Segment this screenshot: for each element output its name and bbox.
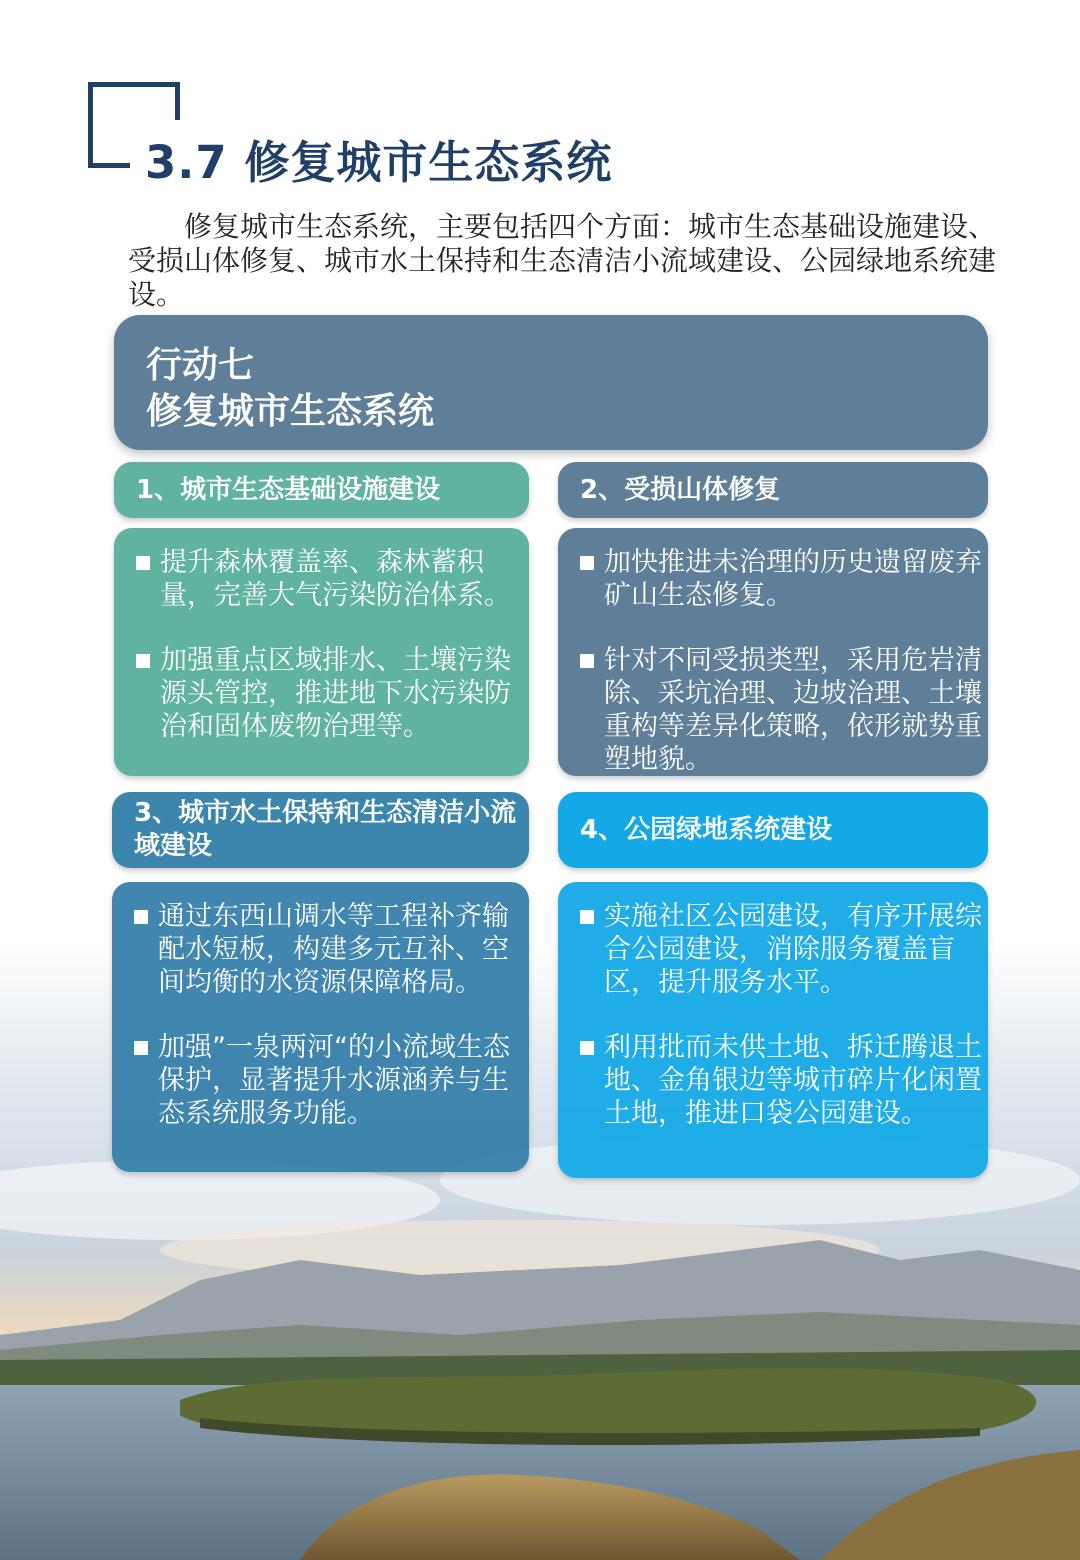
category-2-title: 2、受损山体修复 <box>580 474 781 505</box>
square-bullet-icon <box>580 910 594 924</box>
square-bullet-icon <box>580 556 594 570</box>
square-bullet-icon <box>134 1041 148 1055</box>
action-number: 行动七 <box>146 345 255 386</box>
list-item: 加快推进未治理的历史遗留废弃矿山生态修复。 <box>580 546 982 612</box>
category-1-header <box>114 462 529 518</box>
list-item: 针对不同受损类型，采用危岩清除、采坑治理、边坡治理、土壤重构等差异化策略，依形就势重塑地貌。 <box>580 644 982 776</box>
square-bullet-icon <box>580 1041 594 1055</box>
category-1-card <box>114 528 529 776</box>
action-title: 修复城市生态系统 <box>146 391 435 432</box>
category-4-title: 4、公园绿地系统建设 <box>580 814 833 845</box>
section-title: 3.7 修复城市生态系统 <box>145 136 613 189</box>
list-item: 加强重点区域排水、土壤污染源头管控，推进地下水污染防治和固体废物治理等。 <box>136 644 523 743</box>
category-4-header <box>558 792 988 868</box>
category-2-card <box>558 528 988 776</box>
square-bullet-icon <box>134 910 148 924</box>
category-3-header <box>112 792 529 868</box>
square-bullet-icon <box>136 556 150 570</box>
category-1-title: 1、城市生态基础设施建设 <box>136 474 441 505</box>
square-bullet-icon <box>136 654 150 668</box>
list-item: 利用批而未供土地、拆迁腾退土地、金角银边等城市碎片化闲置土地，推进口袋公园建设。 <box>580 1031 982 1130</box>
square-bullet-icon <box>580 654 594 668</box>
category-4-card <box>558 882 988 1178</box>
list-item: 实施社区公园建设，有序开展综合公园建设，消除服务覆盖盲区，提升服务水平。 <box>580 900 982 999</box>
category-3-title: 3、城市水土保持和生态清洁小流域建设 <box>134 798 517 861</box>
list-item: 加强”一泉两河“的小流域生态保护，显著提升水源涵养与生态系统服务功能。 <box>134 1031 523 1130</box>
category-2-header <box>558 462 988 518</box>
intro-paragraph: 修复城市生态系统，主要包括四个方面：城市生态基础设施建设、受损山体修复、城市水土保持和生态清洁小流域建设、公园绿地系统建设。 <box>128 210 997 311</box>
list-item: 提升森林覆盖率、森林蓄积量，完善大气污染防治体系。 <box>136 546 523 612</box>
action-banner <box>114 315 988 450</box>
list-item: 通过东西山调水等工程补齐输配水短板，构建多元互补、空间均衡的水资源保障格局。 <box>134 900 523 999</box>
category-3-card <box>112 882 529 1172</box>
